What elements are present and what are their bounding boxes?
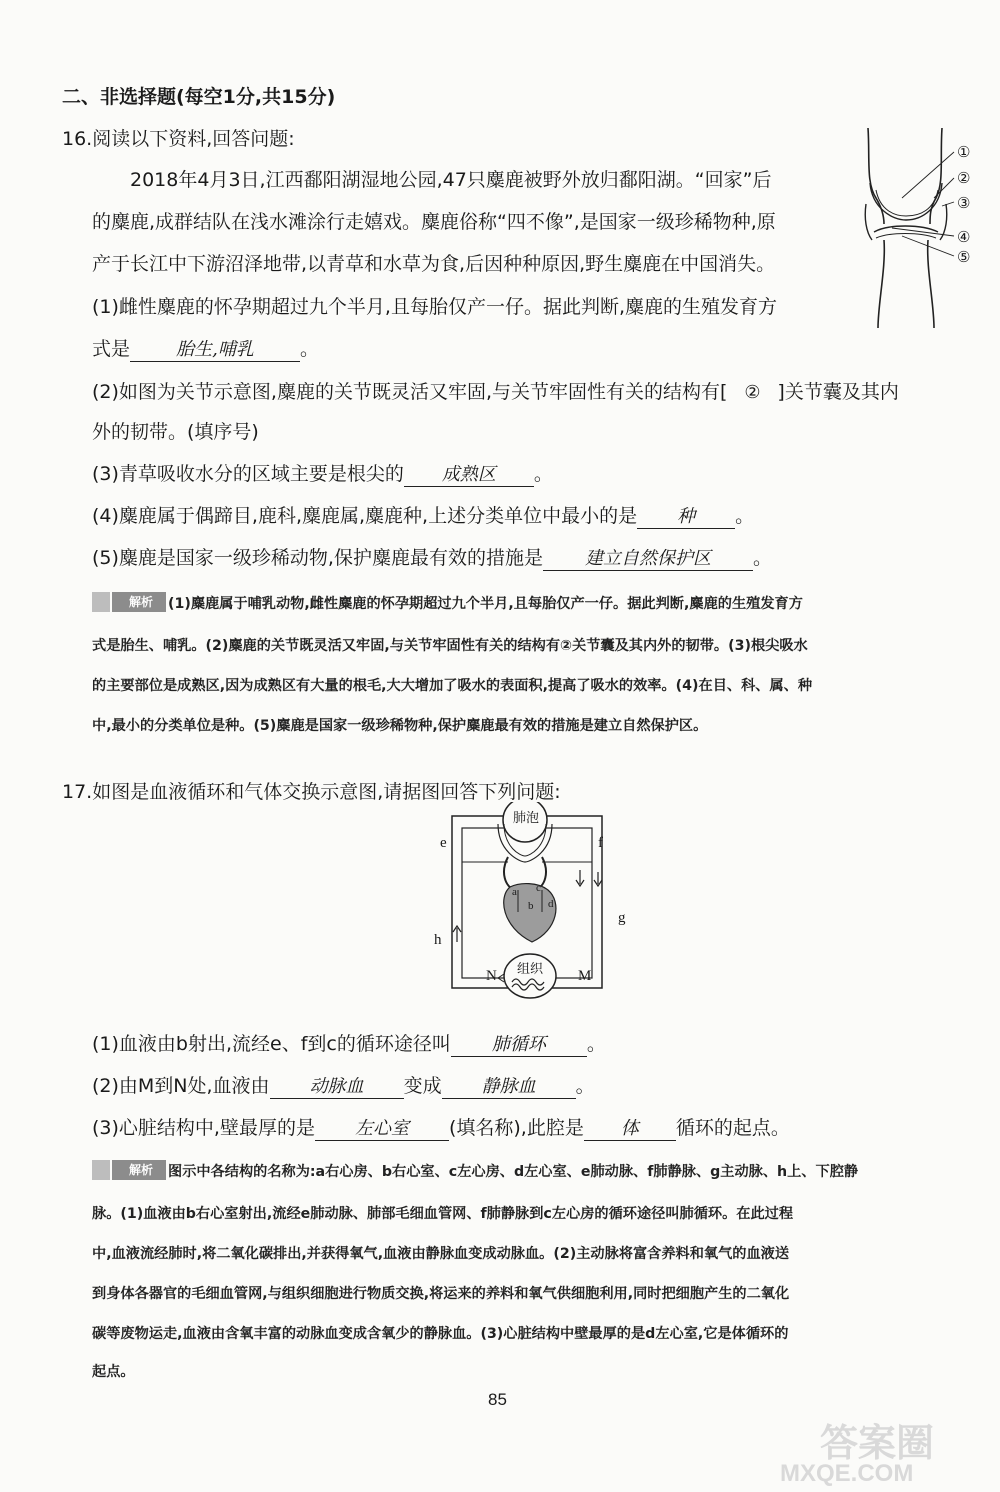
q16-answer-5: 建立自然保护区 (543, 548, 753, 571)
q16-answer-2: ② (744, 382, 761, 403)
joint-label-4: ④ (957, 230, 971, 246)
watermark-logo: 答案圈 (820, 1421, 935, 1465)
q16-analysis-line-2: 式是胎生、哺乳。(2)麋鹿的关节既灵活又牢固,与关节牢固性有关的结构有②关节囊及其内外的韧带。(3)根尖吸水 (92, 638, 808, 654)
q17-analysis-line-3: 中,血液流经肺时,将二氧化碳排出,并获得氧气,血液由静脉血变成动脉血。(2)主动脉将富含养料和氧气的血液送 (92, 1246, 790, 1262)
label-c: c (536, 882, 541, 894)
label-alveolus: 肺泡 (513, 810, 540, 825)
section-title: 二、非选择题(每空1分,共15分) (62, 86, 336, 108)
label-e: e (440, 835, 447, 851)
q17-answer-3b: 体 (584, 1118, 676, 1141)
label-tissue: 组织 (517, 961, 544, 976)
q16-part2-line1: (2)如图为关节示意图,麋鹿的关节既灵活又牢固,与关节牢固性有关的结构有[ ② ]关节囊及其内 (92, 381, 899, 403)
q17-answer-2a: 动脉血 (270, 1076, 404, 1099)
q17-analysis-line-1: 解析 图示中各结构的名称为:a右心房、b右心室、c左心房、d左心室、e肺动脉、f肺静脉、g主动脉、h上、下腔静 (92, 1162, 858, 1182)
label-d: d (548, 898, 554, 910)
q17-analysis-line-6: 起点。 (92, 1364, 135, 1380)
label-b: b (528, 900, 534, 912)
joint-label-1: ① (957, 145, 971, 161)
label-g: g (618, 910, 626, 926)
q17-part3: (3)心脏结构中,壁最厚的是 左心室 (填名称),此腔是 体 循环的起点。 (92, 1117, 790, 1139)
joint-label-2: ② (957, 171, 971, 187)
q16-analysis-line-4: 中,最小的分类单位是种。(5)麋鹿是国家一级珍稀物种,保护麋鹿最有效的措施是建立自然保护区。 (92, 718, 708, 734)
q16-answer-3: 成熟区 (404, 464, 534, 487)
joint-label-5: ⑤ (957, 250, 971, 266)
joint-label-3: ③ (957, 196, 971, 212)
q17-stem: 17.如图是血液循环和气体交换示意图,请据图回答下列问题: (62, 781, 561, 803)
q17-analysis-line-5: 碳等废物运走,血液由含氧丰富的动脉血变成含氧少的静脉血。(3)心脏结构中壁最厚的是d左心室,它是体循环的 (92, 1326, 789, 1342)
watermark-url: MXQE.COM (780, 1460, 914, 1487)
q16-part5: (5)麋鹿是国家一级珍稀动物,保护麋鹿最有效的措施是 建立自然保护区 。 (92, 547, 772, 569)
q16-part2-line2: 外的韧带。(填序号) (92, 421, 259, 443)
q17-answer-3a: 左心室 (315, 1118, 449, 1141)
q16-part1-line1: (1)雌性麋鹿的怀孕期超过九个半月,且每胎仅产一仔。据此判断,麋鹿的生殖发育方 (92, 296, 777, 318)
q16-answer-1: 胎生,哺乳 (130, 339, 300, 362)
q17-analysis-line-4: 到身体各器官的毛细血管网,与组织细胞进行物质交换,将运来的养料和氧气供细胞利用,同时把细胞产生的二氧化 (92, 1286, 790, 1302)
q16-analysis-line-1: 解析 (1)麋鹿属于哺乳动物,雌性麋鹿的怀孕期超过九个半月,且每胎仅产一仔。据此判断,麋鹿的生殖发育方 (92, 594, 803, 614)
label-M: M (578, 968, 592, 984)
label-N: N (486, 968, 497, 984)
q16-part4: (4)麋鹿属于偶蹄目,鹿科,麋鹿属,麋鹿种,上述分类单位中最小的是 种 。 (92, 505, 755, 527)
q16-analysis-line-3: 的主要部位是成熟区,因为成熟区有大量的根毛,大大增加了吸水的表面积,提高了吸水的效率。(4)在目、科、属、种 (92, 678, 813, 694)
q17-answer-2b: 静脉血 (442, 1076, 576, 1099)
q16-part1-line2: 式是 胎生,哺乳 。 (92, 338, 320, 360)
q17-analysis-line-2: 脉。(1)血液由b右心室射出,流经e肺动脉、肺部毛细血管网、f肺静脉到c左心房的循环途径叫肺循环。在此过程 (92, 1206, 794, 1222)
page-number: 85 (488, 1390, 507, 1409)
label-a: a (512, 886, 517, 898)
q17-part1: (1)血液由b射出,流经e、f到c的循环途径叫 肺循环 。 (92, 1033, 606, 1055)
q17-answer-1: 肺循环 (451, 1034, 587, 1057)
analysis-tag: 解析 (92, 592, 166, 612)
q17-part2: (2)由M到N处,血液由 动脉血 变成 静脉血 。 (92, 1075, 595, 1097)
q16-passage-line-1: 2018年4月3日,江西鄱阳湖湿地公园,47只麋鹿被野外放归鄱阳湖。“回家”后 (130, 169, 772, 191)
analysis-tag: 解析 (92, 1160, 166, 1180)
q16-passage-line-2: 的麋鹿,成群结队在浅水滩涂行走嬉戏。麋鹿俗称“四不像”,是国家一级珍稀物种,原 (92, 211, 776, 233)
q16-part3: (3)青草吸收水分的区域主要是根尖的 成熟区 。 (92, 463, 553, 485)
q16-passage-line-3: 产于长江中下游沼泽地带,以青草和水草为食,后因种种原因,野生麋鹿在中国消失。 (92, 253, 776, 275)
label-f: f (598, 835, 603, 851)
q16-stem: 16.阅读以下资料,回答问题: (62, 128, 295, 150)
q16-answer-4: 种 (637, 506, 735, 529)
label-h: h (434, 932, 442, 948)
